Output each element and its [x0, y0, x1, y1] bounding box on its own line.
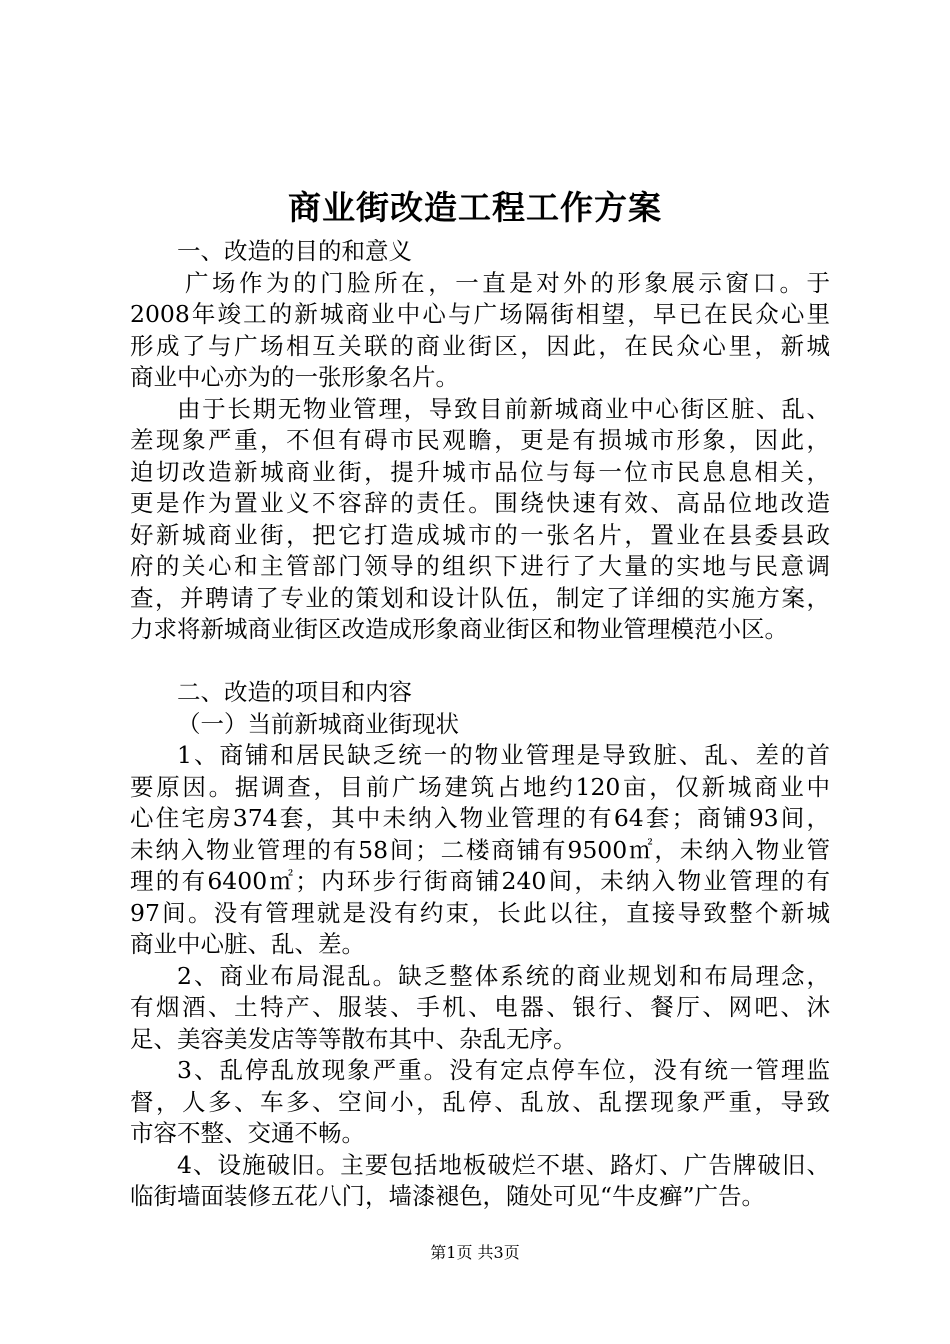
text-line: 一、改造的目的和意义 — [177, 237, 412, 265]
text-line: 97间。没有管理就是没有约束，长此以往，直接导致整个新城 — [130, 898, 830, 927]
text-line: 足、美容美发店等等散布其中、杂乱无序。 — [130, 1024, 577, 1053]
text-line: 理的有6400㎡；内环步行街商铺240间，未纳入物业管理的有 — [130, 867, 830, 895]
text-line: 力求将新城商业街区改造成形象商业街区和物业管理模范小区。 — [130, 615, 788, 643]
page-footer: 第1页 共3页 — [430, 1243, 520, 1262]
text-line: 未纳入物业管理的有58间；二楼商铺有9500㎡，未纳入物业管 — [130, 835, 830, 864]
text-line: 市容不整、交通不畅。 — [130, 1119, 365, 1147]
text-line: 督，人多、车多、空间小，乱停、乱放、乱摆现象严重，导致 — [130, 1087, 830, 1116]
text-line: 有烟酒、土特产、服装、手机、电器、银行、餐厅、网吧、沐 — [130, 993, 830, 1021]
text-line: 府的关心和主管部门领导的组织下进行了大量的实地与民意调 — [130, 552, 830, 580]
text-line: 形成了与广场相互关联的商业街区，因此，在民众心里，新城 — [130, 331, 830, 360]
text-line: 更是作为置业义不容辞的责任。围绕快速有效、高品位地改造 — [130, 489, 830, 517]
text-line: 2、商业布局混乱。缺乏整体系统的商业规划和布局理念， — [177, 961, 830, 990]
text-line: 广场作为的门脸所在，一直是对外的形象展示窗口。于 — [185, 268, 830, 297]
text-line: 查，并聘请了专业的策划和设计队伍，制定了详细的实施方案， — [130, 583, 830, 612]
text-line: 商业中心脏、乱、差。 — [130, 930, 365, 958]
text-line: 4、设施破旧。主要包括地板破烂不堪、路灯、广告牌破旧、 — [177, 1150, 830, 1179]
text-line: 心住宅房374套，其中未纳入物业管理的有64套；商铺93间， — [130, 804, 830, 832]
text-line: 由于长期无物业管理，导致目前新城商业中心街区脏、乱、 — [177, 394, 830, 423]
document-body — [130, 236, 830, 1213]
blank-line — [130, 646, 830, 678]
text-line: 差现象严重，不但有碍市民观瞻，更是有损城市形象，因此， — [130, 426, 830, 454]
text-line: 迫切改造新城商业街，提升城市品位与每一位市民息息相关， — [130, 457, 830, 486]
text-line: 1、商铺和居民缺乏统一的物业管理是导致脏、乱、差的首 — [177, 741, 830, 769]
text-line: 临街墙面装修五花八门，墙漆褪色，随处可见“牛皮癣”广告。 — [130, 1182, 766, 1210]
text-line: 2008年竣工的新城商业中心与广场隔街相望，早已在民众心里 — [130, 300, 830, 328]
text-line: 3、乱停乱放现象严重。没有定点停车位，没有统一管理监 — [177, 1056, 830, 1084]
text-line: 要原因。据调查，目前广场建筑占地约120亩，仅新城商业中 — [130, 772, 830, 801]
text-line: （一）当前新城商业街现状 — [177, 709, 459, 738]
text-line: 商业中心亦为的一张形象名片。 — [130, 363, 459, 391]
text-line: 二、改造的项目和内容 — [177, 678, 412, 706]
text-line: 好新城商业街，把它打造成城市的一张名片，置业在县委县政 — [130, 520, 830, 549]
document-title: 商业街改造工程工作方案 — [288, 188, 662, 227]
